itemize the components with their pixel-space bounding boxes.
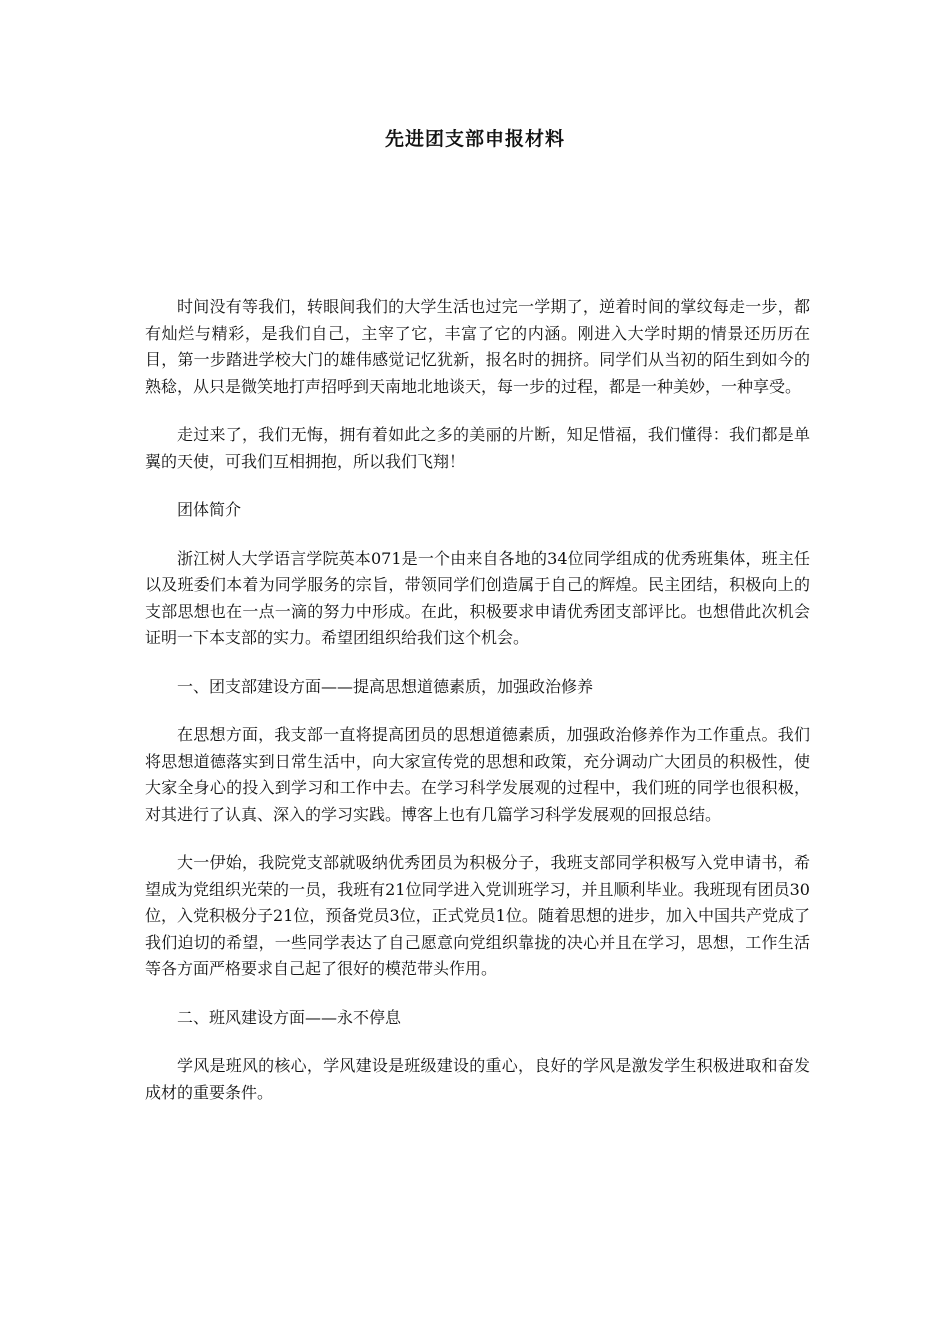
study-style-paragraph: 学风是班风的核心，学风建设是班级建设的重心，良好的学风是激发学生积极进取和奋发成材的重要条件。 xyxy=(145,1056,810,1102)
group-intro-paragraph: 浙江树人大学语言学院英本071是一个由来自各地的34位同学组成的优秀班集体，班主任以及班委们本着为同学服务的宗旨，带领同学们创造属于自己的辉煌。民主团结，积极向上的支部思想也在一点一滴的努力中形成。在此，积极要求申请优秀团支部评比。也想借此次机会证明一下本支部的实力。希望团组织给我们这个机会。 xyxy=(145,548,810,647)
document-title: 先进团支部申报材料 xyxy=(384,128,565,150)
section-heading-group-intro: 团体简介 xyxy=(177,500,242,519)
section-heading-branch-building: 一、团支部建设方面——提高思想道德素质，加强政治修养 xyxy=(177,676,594,696)
section-heading-class-style: 二、班风建设方面——永不停息 xyxy=(177,1007,402,1027)
document-body xyxy=(145,294,810,1128)
ideology-paragraph: 在思想方面，我支部一直将提高团员的思想道德素质，加强政治修养作为工作重点。我们将思想道德落实到日常生活中，向大家宣传党的思想和政策，充分调动广大团员的积极性，使大家全身心的投入到学习和工作中去。在学习科学发展观的过程中，我们班的同学也很积极，对其进行了认真、深入的学习实践。博客上也有几篇学习科学发展观的回报总结。 xyxy=(145,725,810,824)
intro-paragraph: 时间没有等我们，转眼间我们的大学生活也过完一学期了，逆着时间的掌纹每走一步，都有灿烂与精彩，是我们自己，主宰了它，丰富了它的内涵。刚进入大学时期的情景还历历在目，第一步踏进学校大门的雄伟感觉记忆犹新，报名时的拥挤。同学们从当初的陌生到如今的熟稔，从只是微笑地打声招呼到天南地北地谈天，每一步的过程，都是一种美妙，一种享受。 xyxy=(145,297,810,396)
party-membership-paragraph: 大一伊始，我院党支部就吸纳优秀团员为积极分子，我班支部同学积极写入党申请书，希望成为党组织光荣的一员，我班有21位同学进入党训班学习，并且顺利毕业。我班现有团员30位，入党积极分子21位，预备党员3位，正式党员1位。随着思想的进步，加入中国共产党成了我们迫切的希望，一些同学表达了自己愿意向党组织靠拢的决心并且在学习，思想，工作生活等各方面严格要求自己起了很好的模范带头作用。 xyxy=(145,853,810,978)
reflection-paragraph: 走过来了，我们无悔，拥有着如此之多的美丽的片断，知足惜福，我们懂得：我们都是单翼的天使，可我们互相拥抱，所以我们飞翔！ xyxy=(145,425,810,471)
